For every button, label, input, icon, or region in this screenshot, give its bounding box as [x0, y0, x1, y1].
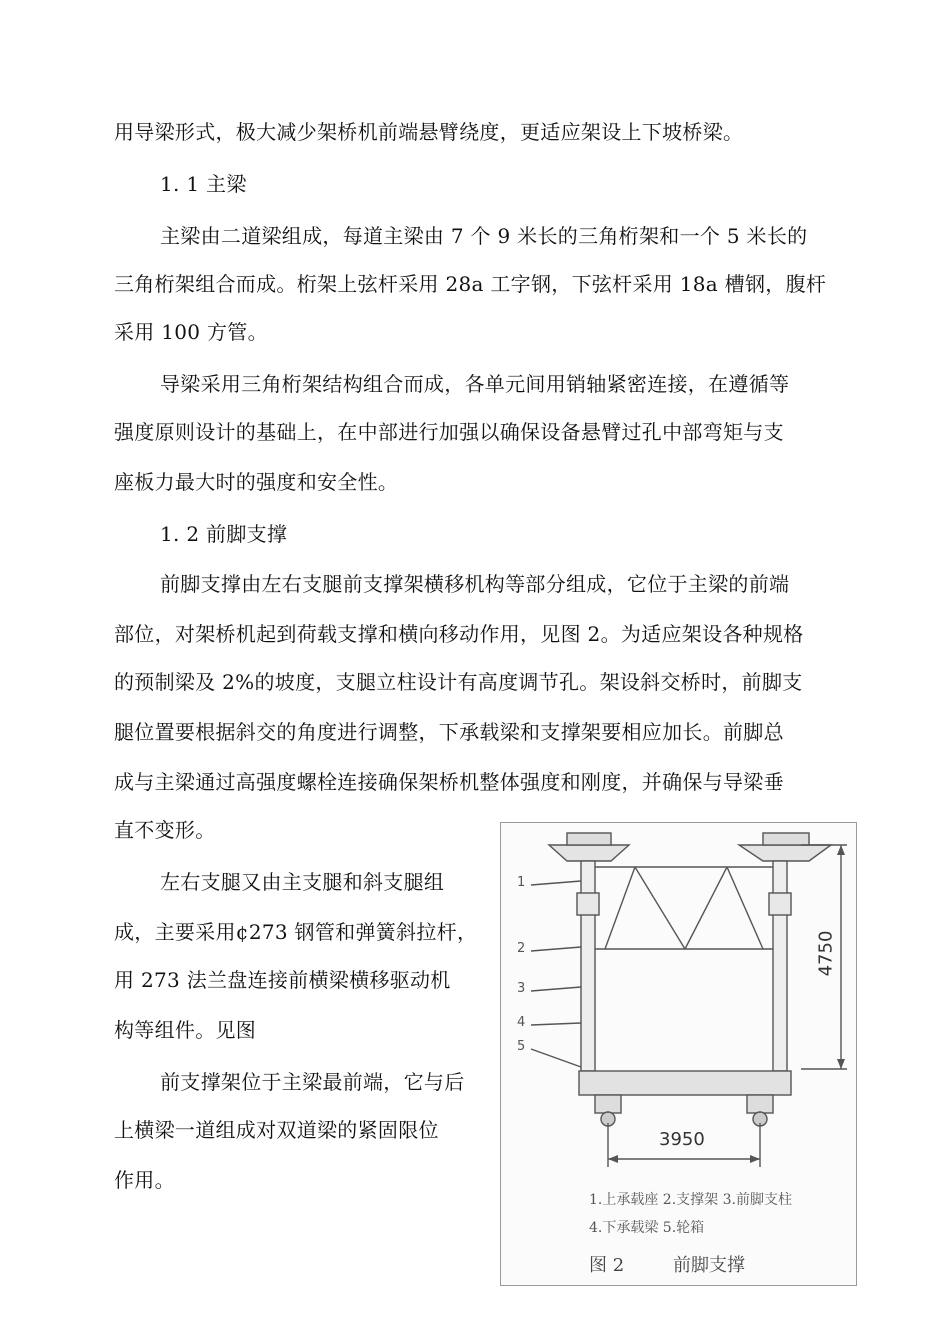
text-line: 上横梁一道组成对双道梁的紧固限位 — [114, 1118, 439, 1142]
text-line: 构等组件。见图 — [114, 1018, 257, 1042]
text-line: 用 273 法兰盘连接前横梁横移驱动机 — [114, 968, 451, 992]
callout-leader — [531, 1049, 581, 1067]
dim-arrow — [837, 845, 845, 855]
left-seat-cap — [567, 833, 611, 845]
text-line: 主梁由二道梁组成，每道主梁由 7 个 9 米长的三角桁架和一个 5 米长的 — [160, 224, 808, 248]
text-line: 座板力最大时的强度和安全性。 — [114, 470, 399, 494]
text-line: 左右支腿又由主支腿和斜支腿组 — [160, 870, 445, 894]
dimension-width-label: 3950 — [659, 1129, 705, 1150]
callout-4: 4 — [517, 1015, 526, 1030]
figure-legend-line: 4.下承载梁 5.轮箱 — [589, 1220, 705, 1236]
text-line: 前脚支撑由左右支腿前支撑架横移机构等部分组成，它位于主梁的前端 — [160, 572, 790, 596]
section-heading: 1. 2 前脚支撑 — [160, 522, 288, 546]
text-line: 强度原则设计的基础上，在中部进行加强以确保设备悬臂过孔中部弯矩与支 — [114, 420, 784, 444]
text-line: 部位，对架桥机起到荷载支撑和横向移动作用，见图 2。为适应架设各种规格 — [114, 622, 804, 646]
frame-brace — [605, 867, 635, 949]
callout-leader — [531, 947, 581, 951]
front-leg-drawing — [501, 823, 856, 1285]
text-line: 三角桁架组合而成。桁架上弦杆采用 28a 工字钢，下弦杆采用 18a 槽钢，腹杆 — [114, 272, 827, 296]
text-line: 直不变形。 — [114, 818, 216, 842]
frame-brace — [635, 867, 685, 949]
callout-leader — [531, 881, 581, 885]
callout-5: 5 — [517, 1039, 526, 1054]
lower-bearing-beam — [579, 1071, 791, 1095]
text-line: 用导梁形式，极大减少架桥机前端悬臂绕度，更适应架设上下坡桥梁。 — [114, 120, 744, 144]
figure-caption-number: 图 2 — [589, 1255, 625, 1276]
dim-arrow — [608, 1155, 618, 1163]
dim-arrow — [837, 1059, 845, 1069]
dim-arrow — [750, 1155, 760, 1163]
figure-legend-line: 1.上承载座 2.支撑架 3.前脚支柱 — [589, 1192, 792, 1208]
right-bearing-seat — [739, 845, 831, 861]
callout-2: 2 — [517, 941, 526, 956]
text-line: 导梁采用三角桁架结构组合而成，各单元间用销轴紧密连接，在遵循等 — [160, 372, 790, 396]
text-line: 作用。 — [114, 1168, 175, 1192]
right-seat-cap — [763, 833, 809, 845]
figure-caption-title: 前脚支撑 — [673, 1255, 745, 1276]
text-line: 的预制梁及 2%的坡度，支腿立柱设计有高度调节孔。架设斜交桥时，前脚支 — [114, 670, 803, 694]
left-column-plate — [577, 893, 599, 915]
text-line: 前支撑架位于主梁最前端，它与后 — [160, 1070, 465, 1094]
frame-brace — [685, 867, 727, 949]
dimension-height-label: 4750 — [815, 930, 837, 977]
callout-1: 1 — [517, 875, 526, 890]
figure-front-leg-support — [500, 822, 857, 1286]
callout-leader — [531, 987, 581, 991]
text-line: 腿位置要根据斜交的角度进行调整，下承载梁和支撑架要相应加长。前脚总 — [114, 720, 784, 744]
text-line: 成与主梁通过高强度螺栓连接确保架桥机整体强度和刚度，并确保与导梁垂 — [114, 770, 784, 794]
callout-leader — [531, 1023, 581, 1025]
section-heading: 1. 1 主梁 — [160, 172, 247, 196]
right-wheel-box — [747, 1095, 773, 1113]
left-wheel-box — [595, 1095, 621, 1113]
callout-3: 3 — [517, 981, 526, 996]
frame-brace — [727, 867, 763, 949]
left-bearing-seat — [549, 845, 629, 861]
text-line: 成，主要采用¢273 钢管和弹簧斜拉杆， — [114, 920, 478, 944]
right-column-plate — [769, 893, 791, 915]
text-line: 采用 100 方管。 — [114, 320, 268, 344]
